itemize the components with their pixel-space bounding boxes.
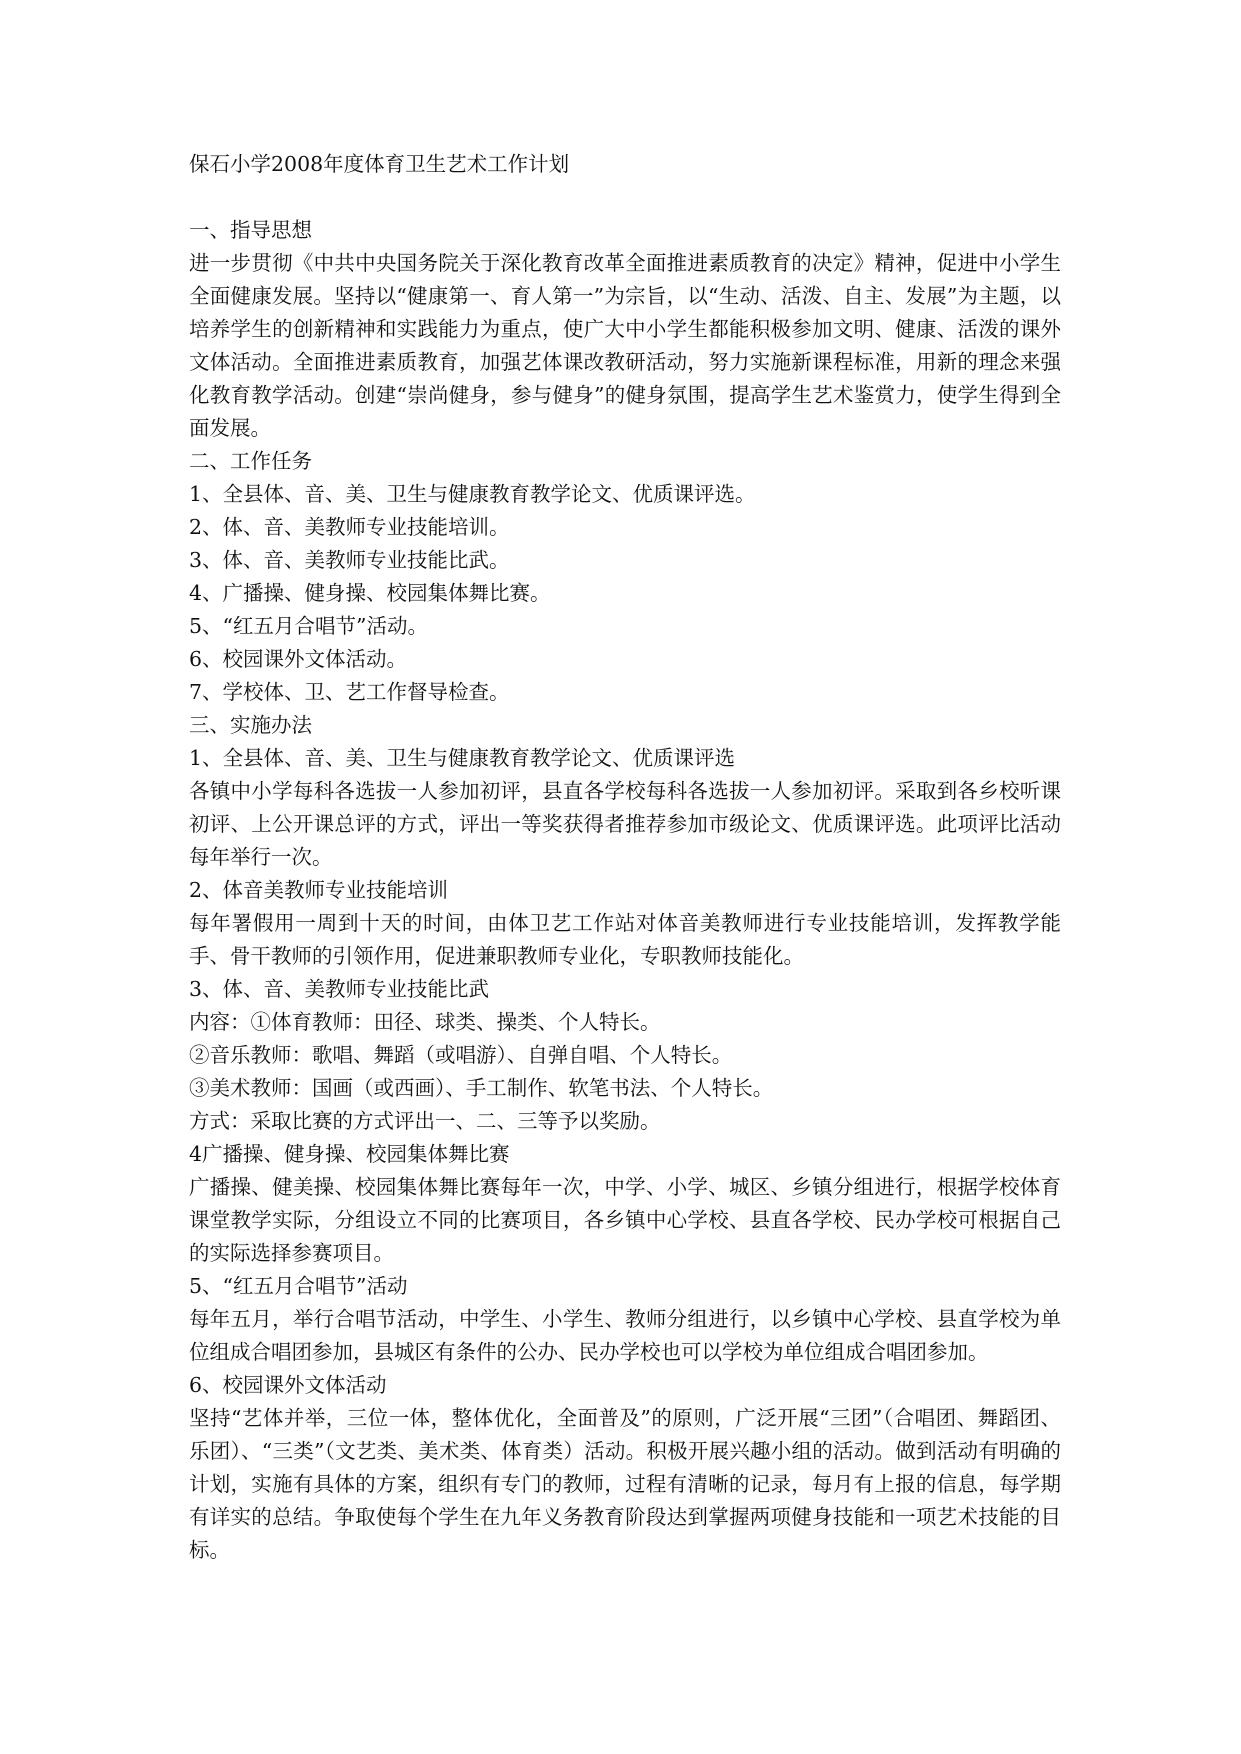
subsection-heading-teacher-training: 2、体音美教师专业技能培训: [189, 878, 449, 902]
section-heading-implementation: 三、实施办法: [189, 713, 312, 737]
skill-contest-line: ③美术教师：国画（或西画）、手工制作、软笔书法、个人特长。: [189, 1076, 774, 1100]
subsection-heading-exercise-competition: 4广播操、健身操、校园集体舞比赛: [189, 1142, 510, 1166]
skill-contest-line: 方式：采取比赛的方式评出一、二、三等予以奖励。: [189, 1109, 661, 1133]
paragraph-choir-festival: 每年五月，举行合唱节活动，中学生、小学生、教师分组进行，以乡镇中心学校、县直学校为单位组成合唱团参加，县城区有条件的公办、民办学校也可以学校为单位组成合唱团参加。: [189, 1307, 1061, 1364]
task-item: 1、全县体、音、美、卫生与健康教育教学论文、优质课评选。: [189, 482, 756, 506]
document-content: [189, 148, 1061, 1567]
skill-contest-line: 内容：①体育教师：田径、球类、操类、个人特长。: [189, 1010, 661, 1034]
task-item: 4、广播操、健身操、校园集体舞比赛。: [189, 581, 551, 605]
paragraph-exercise-competition: 广播操、健美操、校园集体舞比赛每年一次，中学、小学、城区、乡镇分组进行，根据学校体育课堂教学实际，分组设立不同的比赛项目，各乡镇中心学校、县直各学校、民办学校可根据自己的实际选择参赛项目。: [189, 1175, 1061, 1265]
paragraph-extracurricular: 坚持“艺体并举，三位一体，整体优化，全面普及”的原则，广泛开展“三团”（合唱团、舞蹈团、乐团）、“三类”（文艺类、美术类、体育类）活动。积极开展兴趣小组的活动。做到活动有明确的计划，实施有具体的方案，组织有专门的教师，过程有清晰的记录，每月有上报的信息，每学期有详实的总结。争取使每个学生在九年义务教育阶段达到掌握两项健身技能和一项艺术技能的目标。: [189, 1406, 1061, 1562]
task-item: 2、体、音、美教师专业技能培训。: [189, 515, 510, 539]
document-title: 保石小学2008年度体育卫生艺术工作计划: [189, 152, 570, 176]
section-heading-guiding-ideology: 一、指导思想: [189, 218, 312, 242]
subsection-heading-skill-contest: 3、体、音、美教师专业技能比武: [189, 977, 490, 1001]
subsection-heading-choir-festival: 5、“红五月合唱节”活动: [189, 1274, 408, 1298]
skill-contest-line: ②音乐教师：歌唱、舞蹈（或唱游）、自弹自唱、个人特长。: [189, 1043, 733, 1067]
task-item: 6、校园课外文体活动。: [189, 647, 408, 671]
section-heading-work-tasks: 二、工作任务: [189, 449, 312, 473]
task-item: 5、“红五月合唱节”活动。: [189, 614, 429, 638]
subsection-heading-paper-evaluation: 1、全县体、音、美、卫生与健康教育教学论文、优质课评选: [189, 746, 736, 770]
task-item: 3、体、音、美教师专业技能比武。: [189, 548, 510, 572]
subsection-heading-extracurricular: 6、校园课外文体活动: [189, 1373, 387, 1397]
task-item: 7、学校体、卫、艺工作督导检查。: [189, 680, 510, 704]
paragraph-guiding-ideology: 进一步贯彻《中共中央国务院关于深化教育改革全面推进素质教育的决定》精神，促进中小学生全面健康发展。坚持以“健康第一、育人第一”为宗旨，以“生动、活泼、自主、发展”为主题，以培养学生的创新精神和实践能力为重点，使广大中小学生都能积极参加文明、健康、活泼的课外文体活动。全面推进素质教育，加强艺体课改教研活动，努力实施新课程标准，用新的理念来强化教育教学活动。创建“崇尚健身，参与健身”的健身氛围，提高学生艺术鉴赏力，使学生得到全面发展。: [189, 251, 1061, 440]
paragraph-teacher-training: 每年署假用一周到十天的时间，由体卫艺工作站对体音美教师进行专业技能培训，发挥教学能手、骨干教师的引领作用，促进兼职教师专业化，专职教师技能化。: [189, 911, 1061, 968]
paragraph-paper-evaluation: 各镇中小学每科各选拔一人参加初评，县直各学校每科各选拔一人参加初评。采取到各乡校听课初评、上公开课总评的方式，评出一等奖获得者推荐参加市级论文、优质课评选。此项评比活动每年举行一次。: [189, 779, 1061, 869]
